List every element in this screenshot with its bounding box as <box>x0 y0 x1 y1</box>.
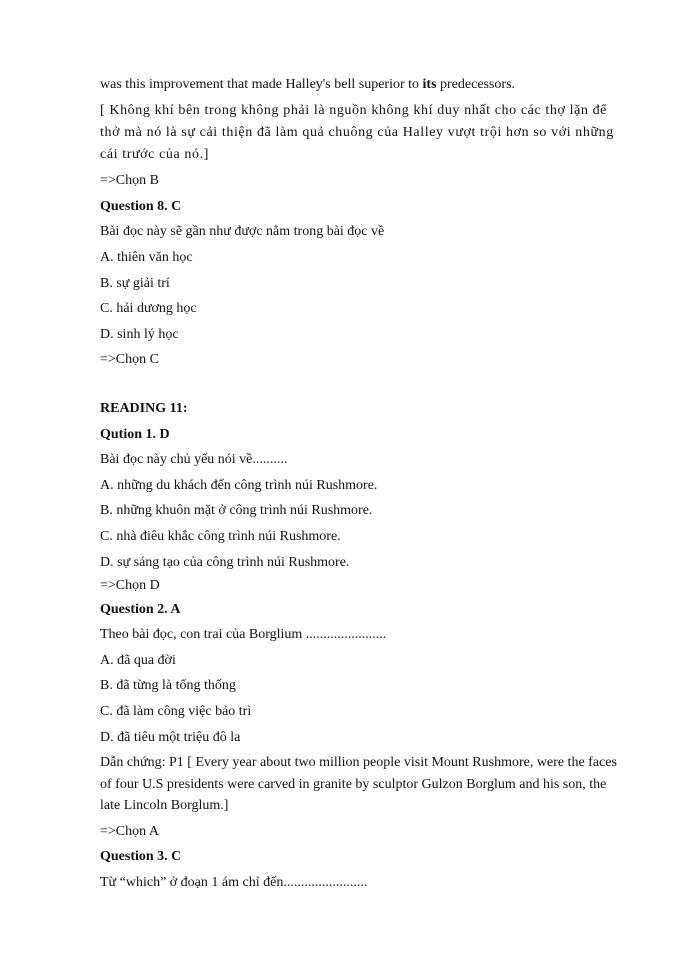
question-8-option-d: D. sinh lý học <box>100 326 179 342</box>
passage-text-before: was this improvement that made Halley's bell superior to <box>100 77 423 92</box>
section-spacer <box>100 373 620 396</box>
question-3-prompt: Từ “which” ở đoạn 1 ám chỉ đến........................ <box>100 874 368 890</box>
question-2-heading: Question 2. A <box>100 601 181 617</box>
question-2-option-d: D. đã tiêu một triệu đô la <box>100 729 241 745</box>
question-1-option-c: C. nhà điêu khắc công trình núi Rushmore. <box>100 528 341 544</box>
question-2-option-a: A. đã qua đời <box>100 652 176 668</box>
question-2-option-b: B. đã từng là tổng thống <box>100 678 236 694</box>
question-1-prompt: Bài đọc này chủ yếu nói về.......... <box>100 452 288 468</box>
passage-fragment-line <box>100 72 620 98</box>
document-page <box>100 72 620 895</box>
question-1-option-a: A. những du khách đến công trình núi Rushmore. <box>100 477 378 493</box>
question-8-answer: =>Chọn C <box>100 352 159 368</box>
emphasized-word: its <box>422 77 437 92</box>
question-2-option-c: C. đã làm công việc bảo trì <box>100 703 252 719</box>
question-8-prompt: Bài đọc này sẽ gần như được nằm trong bài đọc về <box>100 224 385 240</box>
question-2-answer: =>Chọn A <box>100 823 159 839</box>
question-1-heading: Qution 1. D <box>100 426 170 442</box>
question-1-answer: =>Chọn D <box>100 578 160 594</box>
question-2-prompt: Theo bài đọc, con trai của Borglium ....................... <box>100 627 387 643</box>
question-2-evidence: Dẫn chứng: P1 [ Every year about two million people visit Mount Rushmore, were the faces of four U.S presidents were carved in granite by sculptor Gulzon Borglum and his son, the late Lincoln Borglum.] <box>100 755 617 814</box>
question-1-option-d: D. sự sáng tạo của công trình núi Rushmore. <box>100 554 350 570</box>
reading-section-title: READING 11: <box>100 400 188 416</box>
question-8-option-a: A. thiên văn học <box>100 249 193 265</box>
question-8-option-c: C. hải dương học <box>100 301 197 317</box>
question-1-option-b: B. những khuôn mặt ở công trình núi Rushmore. <box>100 503 373 519</box>
answer-choice: =>Chọn B <box>100 173 159 189</box>
question-8-heading: Question 8. C <box>100 198 182 214</box>
question-3-heading: Question 3. C <box>100 849 182 865</box>
question-8-option-b: B. sự giải trí <box>100 275 170 291</box>
translation-paragraph: [ Không khí bên trong không phải là nguồn không khí duy nhất cho các thợ lặn để thở mà nó là sự cải thiện đã làm quả chuông của Halley vượt trội hơn so với những cái trước của nó.] <box>100 102 614 162</box>
passage-text-after: predecessors. <box>436 77 516 92</box>
